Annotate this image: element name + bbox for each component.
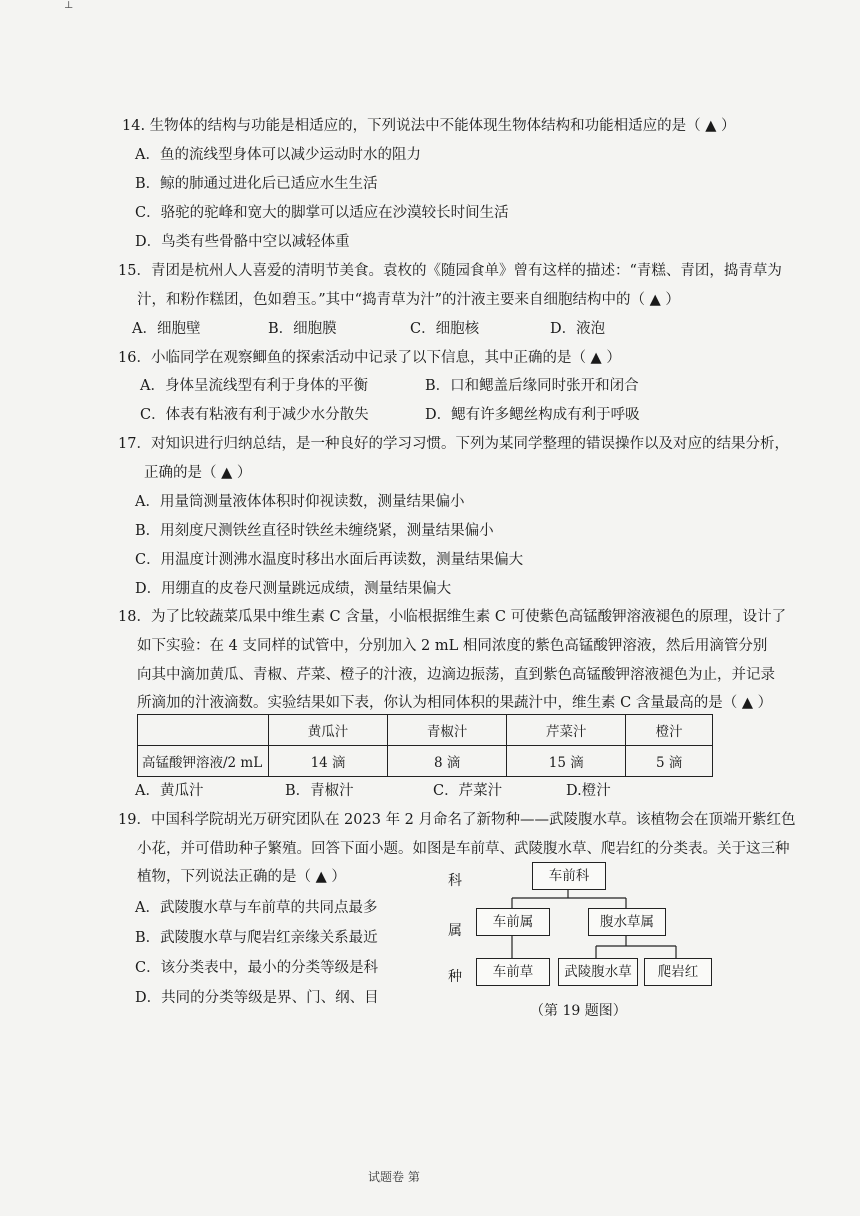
species-box-payanhong: 爬岩红 <box>644 958 712 986</box>
question-19-stem-line1: 19．中国科学院胡光万研究团队在 2023 年 2 月命名了新物种——武陵腹水草。该植物会在顶端开紫红色 <box>118 812 796 828</box>
question-14-option-b: B．鲸的肺通过进化后已适应水生生活 <box>135 176 378 192</box>
question-16-stem: 16．小临同学在观察鲫鱼的探索活动中记录了以下信息，其中正确的是（ ▲ ） <box>118 350 621 366</box>
question-17-option-b: B．用刻度尺测铁丝直径时铁丝未缠绕紧，测量结果偏小 <box>135 523 494 539</box>
question-17-stem-line1: 17．对知识进行归纳总结，是一种良好的学习习惯。下列为某同学整理的错误操作以及对应的结果分析， <box>118 436 789 452</box>
question-19-stem-line2: 小花，并可借助种子繁殖。回答下面小题。如图是车前草、武陵腹水草、爬岩红的分类表。关于这三种 <box>137 841 790 857</box>
question-18-stem-line3: 向其中滴加黄瓜、青椒、芹菜、橙子的汁液，边滴边振荡，直到紫色高锰酸钾溶液褪色为止，并记录 <box>137 667 775 683</box>
rank-label-genus: 属 <box>448 923 462 939</box>
question-18-stem-line2: 如下实验：在 4 支同样的试管中，分别加入 2 mL 相同浓度的紫色高锰酸钾溶液，然后用滴管分别 <box>137 638 768 654</box>
table-cell-orange: 5 滴 <box>626 746 713 777</box>
question-19-stem-line3: 植物，下列说法正确的是（ ▲ ） <box>137 869 346 885</box>
question-18-option-d: D.橙汁 <box>566 783 611 799</box>
table-header-cucumber: 黄瓜汁 <box>269 715 388 746</box>
diagram-caption: （第 19 题图） <box>530 1003 627 1019</box>
question-15-option-d: D．液泡 <box>550 321 606 337</box>
rank-label-species: 种 <box>448 969 462 985</box>
question-19-option-d: D．共同的分类等级是界、门、纲、目 <box>135 990 379 1006</box>
species-box-plantain: 车前草 <box>476 958 550 986</box>
question-18-option-b: B．青椒汁 <box>285 783 354 799</box>
question-14-stem: 14. 生物体的结构与功能是相适应的，下列说法中不能体现生物体结构和功能相适应的是（ ▲ ） <box>122 118 736 134</box>
question-17-option-a: A．用量筒测量液体体积时仰视读数，测量结果偏小 <box>135 494 465 510</box>
table-cell-cucumber: 14 滴 <box>269 746 388 777</box>
table-header-green-pepper: 青椒汁 <box>388 715 507 746</box>
question-14-option-a: A．鱼的流线型身体可以减少运动时水的阻力 <box>135 147 421 163</box>
question-15-stem-line2: 汁，和粉作糕团，色如碧玉。”其中“捣青草为汁”的汁液主要来自细胞结构中的（ ▲ ） <box>137 292 680 308</box>
genus-box-plantago: 车前属 <box>476 908 550 936</box>
table-cell-green-pepper: 8 滴 <box>388 746 507 777</box>
rank-label-family: 科 <box>448 873 462 889</box>
question-18-option-a: A．黄瓜汁 <box>135 783 204 799</box>
question-16-option-a: A．身体呈流线型有利于身体的平衡 <box>140 378 368 394</box>
genus-box-veronicastrum: 腹水草属 <box>588 908 666 936</box>
question-18-stem-line1: 18．为了比较蔬菜瓜果中维生素 C 含量，小临根据维生素 C 可使紫色高锰酸钾溶液褪色的原理，设计了 <box>118 609 787 625</box>
family-box: 车前科 <box>532 862 606 890</box>
question-19-option-b: B．武陵腹水草与爬岩红亲缘关系最近 <box>135 930 378 946</box>
species-box-wuling: 武陵腹水草 <box>558 958 638 986</box>
question-17-option-d: D．用绷直的皮卷尺测量跳远成绩，测量结果偏大 <box>135 581 452 597</box>
question-18-stem-line4: 所滴加的汁液滴数。实验结果如下表，你认为相同体积的果蔬汁中，维生素 C 含量最高的是（ ▲ ） <box>137 695 773 711</box>
question-15-option-a: A．细胞壁 <box>132 321 201 337</box>
question-16-option-c: C．体表有粘液有利于减少水分散失 <box>140 407 369 423</box>
page-footer: 试题卷 第 <box>368 1170 420 1184</box>
question-15-option-b: B．细胞膜 <box>268 321 337 337</box>
table-header-celery: 芹菜汁 <box>507 715 626 746</box>
question-16-option-d: D．鳃有许多鳃丝构成有利于呼吸 <box>425 407 640 423</box>
question-14-option-c: C．骆驼的驼峰和宽大的脚掌可以适应在沙漠较长时间生活 <box>135 205 509 221</box>
question-18-option-c: C．芹菜汁 <box>433 783 503 799</box>
table-row-label: 高锰酸钾溶液/2 mL <box>138 746 269 777</box>
table-cell-celery: 15 滴 <box>507 746 626 777</box>
question-17-stem-line2: 正确的是（ ▲ ） <box>144 465 252 481</box>
question-19-option-c: C．该分类表中，最小的分类等级是科 <box>135 960 379 976</box>
question-15-stem-line1: 15．青团是杭州人人喜爱的清明节美食。袁枚的《随园食单》曾有这样的描述：“青糕、青团，捣青草为 <box>118 263 782 279</box>
question-17-option-c: C．用温度计测沸水温度时移出水面后再读数，测量结果偏大 <box>135 552 524 568</box>
corner-mark: ⊥ <box>64 0 74 11</box>
question-15-option-c: C．细胞核 <box>410 321 480 337</box>
question-19-option-a: A．武陵腹水草与车前草的共同点最多 <box>135 900 378 916</box>
question-14-option-d: D．鸟类有些骨骼中空以减轻体重 <box>135 234 350 250</box>
question-16-option-b: B．口和鳃盖后缘同时张开和闭合 <box>425 378 639 394</box>
table-header-orange: 橙汁 <box>626 715 713 746</box>
